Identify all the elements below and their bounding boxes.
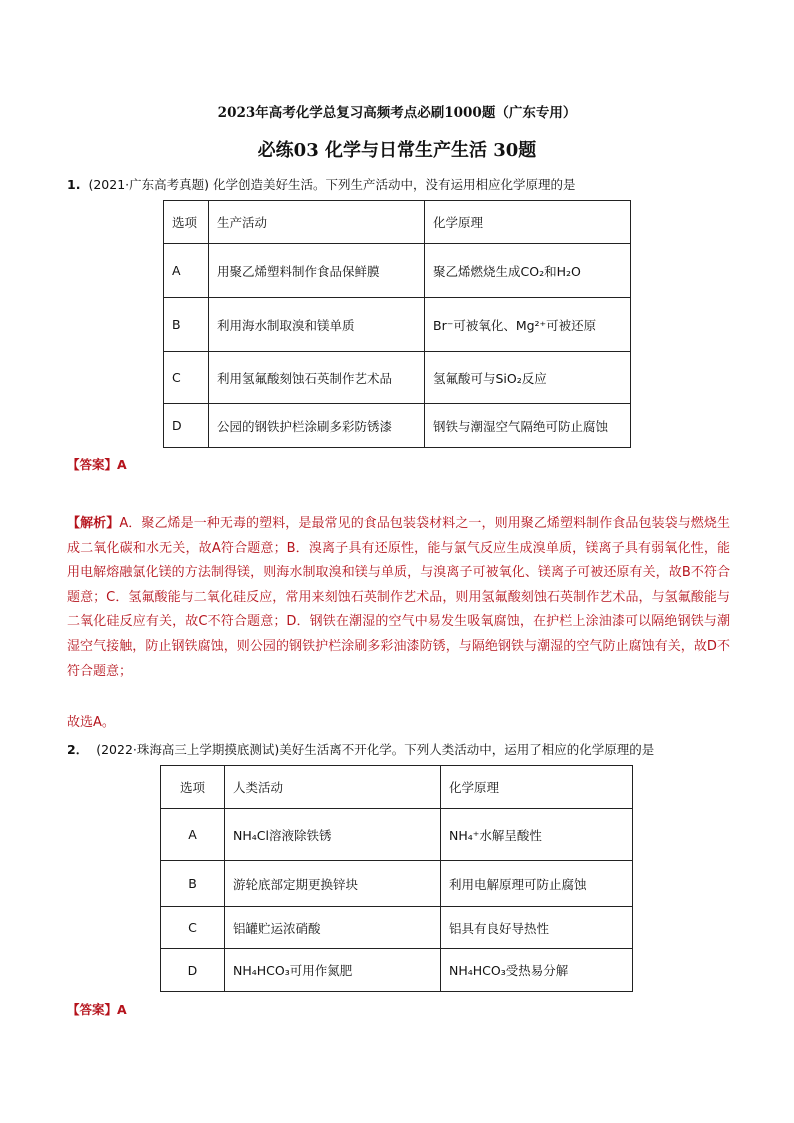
table-row xyxy=(164,404,631,448)
question-1-table xyxy=(163,200,631,448)
table-cell: D xyxy=(164,404,209,448)
analysis-label: 【解析】 xyxy=(67,516,120,531)
question-source: (2021·广东高考真题) xyxy=(88,177,209,192)
table-cell: A xyxy=(161,809,225,861)
table-cell: 利用电解原理可防止腐蚀 xyxy=(441,861,633,907)
table-row xyxy=(164,352,631,404)
answer-value: A xyxy=(117,1002,127,1017)
table-header-cell: 化学原理 xyxy=(441,766,633,809)
table-cell: NH₄HCO₃受热易分解 xyxy=(441,949,633,992)
table-cell: 铝具有良好导热性 xyxy=(441,907,633,949)
question-1-stem xyxy=(67,176,576,194)
table-cell: A xyxy=(164,244,209,298)
table-cell: B xyxy=(164,298,209,352)
table-header-cell: 选项 xyxy=(161,766,225,809)
document-title: 必练03 化学与日常生产生活 30题 xyxy=(257,140,537,161)
table-row xyxy=(161,809,633,861)
table-cell: NH₄⁺水解呈酸性 xyxy=(441,809,633,861)
table-cell: 铝罐贮运浓硝酸 xyxy=(225,907,441,949)
question-text: 美好生活离不开化学。下列人类活动中，运用了相应的化学原理的是 xyxy=(279,742,655,757)
table-cell: Br⁻可被氧化、Mg²⁺可被还原 xyxy=(425,298,631,352)
question-number: 2． xyxy=(67,742,89,757)
table-cell: 氢氟酸可与SiO₂反应 xyxy=(425,352,631,404)
question-2-table xyxy=(160,765,633,992)
table-cell: NH₄HCO₃可用作氮肥 xyxy=(225,949,441,992)
table-header-cell: 人类活动 xyxy=(225,766,441,809)
question-1-answer xyxy=(67,455,127,473)
table-cell: C xyxy=(161,907,225,949)
answer-label: 【答案】 xyxy=(67,457,118,472)
question-2-answer xyxy=(67,1000,127,1018)
analysis-text: A．聚乙烯是一种无毒的塑料，是最常见的食品包装袋材料之一，则用聚乙烯塑料制作食品包装袋与燃烧生成二氧化碳和水无关，故A符合题意；B．溴离子具有还原性，能与氯气反应生成溴单质，镁离子具有弱氧化性，能用电解熔融氯化镁的方法制得镁，则海水制取溴和镁与单质，与溴离子可被氧化、镁离子可被还原有关，故B不符合题意；C．氢氟酸能与二氧化硅反应，常用来刻蚀石英制作艺术品，则用氢氟酸刻蚀石英制作艺术品，与氢氟酸能与二氧化硅反应有关，故C不符合题意；D．钢铁在潮湿的空气中易发生吸氧腐蚀，在护栏上涂油漆可以隔绝钢铁与潮湿空气接触，防止钢铁腐蚀，则公园的钢铁护栏涂刷多彩油漆防锈，与隔绝钢铁与潮湿的空气防止腐蚀有关，故D不符合题意； xyxy=(67,516,730,679)
table-row xyxy=(161,907,633,949)
table-cell: 用聚乙烯塑料制作食品保鲜膜 xyxy=(209,244,425,298)
table-header-cell: 化学原理 xyxy=(425,201,631,244)
question-text: 化学创造美好生活。下列生产活动中，没有运用相应化学原理的是 xyxy=(212,177,576,192)
answer-label: 【答案】 xyxy=(67,1002,118,1017)
table-header-row xyxy=(164,201,631,244)
table-cell: NH₄Cl溶液除铁锈 xyxy=(225,809,441,861)
question-1-conclusion: 故选A。 xyxy=(67,715,115,730)
table-cell: 利用氢氟酸刻蚀石英制作艺术品 xyxy=(209,352,425,404)
table-header-cell: 生产活动 xyxy=(209,201,425,244)
table-row xyxy=(164,298,631,352)
table-cell: D xyxy=(161,949,225,992)
document-subtitle: 2023年高考化学总复习高频考点必刷1000题（广东专用） xyxy=(217,105,577,121)
table-row xyxy=(161,949,633,992)
table-cell: 聚乙烯燃烧生成CO₂和H₂O xyxy=(425,244,631,298)
table-cell: 公园的钢铁护栏涂刷多彩防锈漆 xyxy=(209,404,425,448)
table-cell: B xyxy=(161,861,225,907)
question-2-stem xyxy=(67,741,654,759)
table-row xyxy=(161,861,633,907)
table-header-cell: 选项 xyxy=(164,201,209,244)
table-cell: 利用海水制取溴和镁单质 xyxy=(209,298,425,352)
table-row xyxy=(164,244,631,298)
question-1-analysis xyxy=(67,512,730,684)
answer-value: A xyxy=(117,457,127,472)
table-header-row xyxy=(161,766,633,809)
question-number: 1. xyxy=(67,177,81,192)
table-cell: C xyxy=(164,352,209,404)
table-cell: 钢铁与潮湿空气隔绝可防止腐蚀 xyxy=(425,404,631,448)
table-cell: 游轮底部定期更换锌块 xyxy=(225,861,441,907)
question-source: (2022·珠海高三上学期摸底测试) xyxy=(96,742,280,757)
